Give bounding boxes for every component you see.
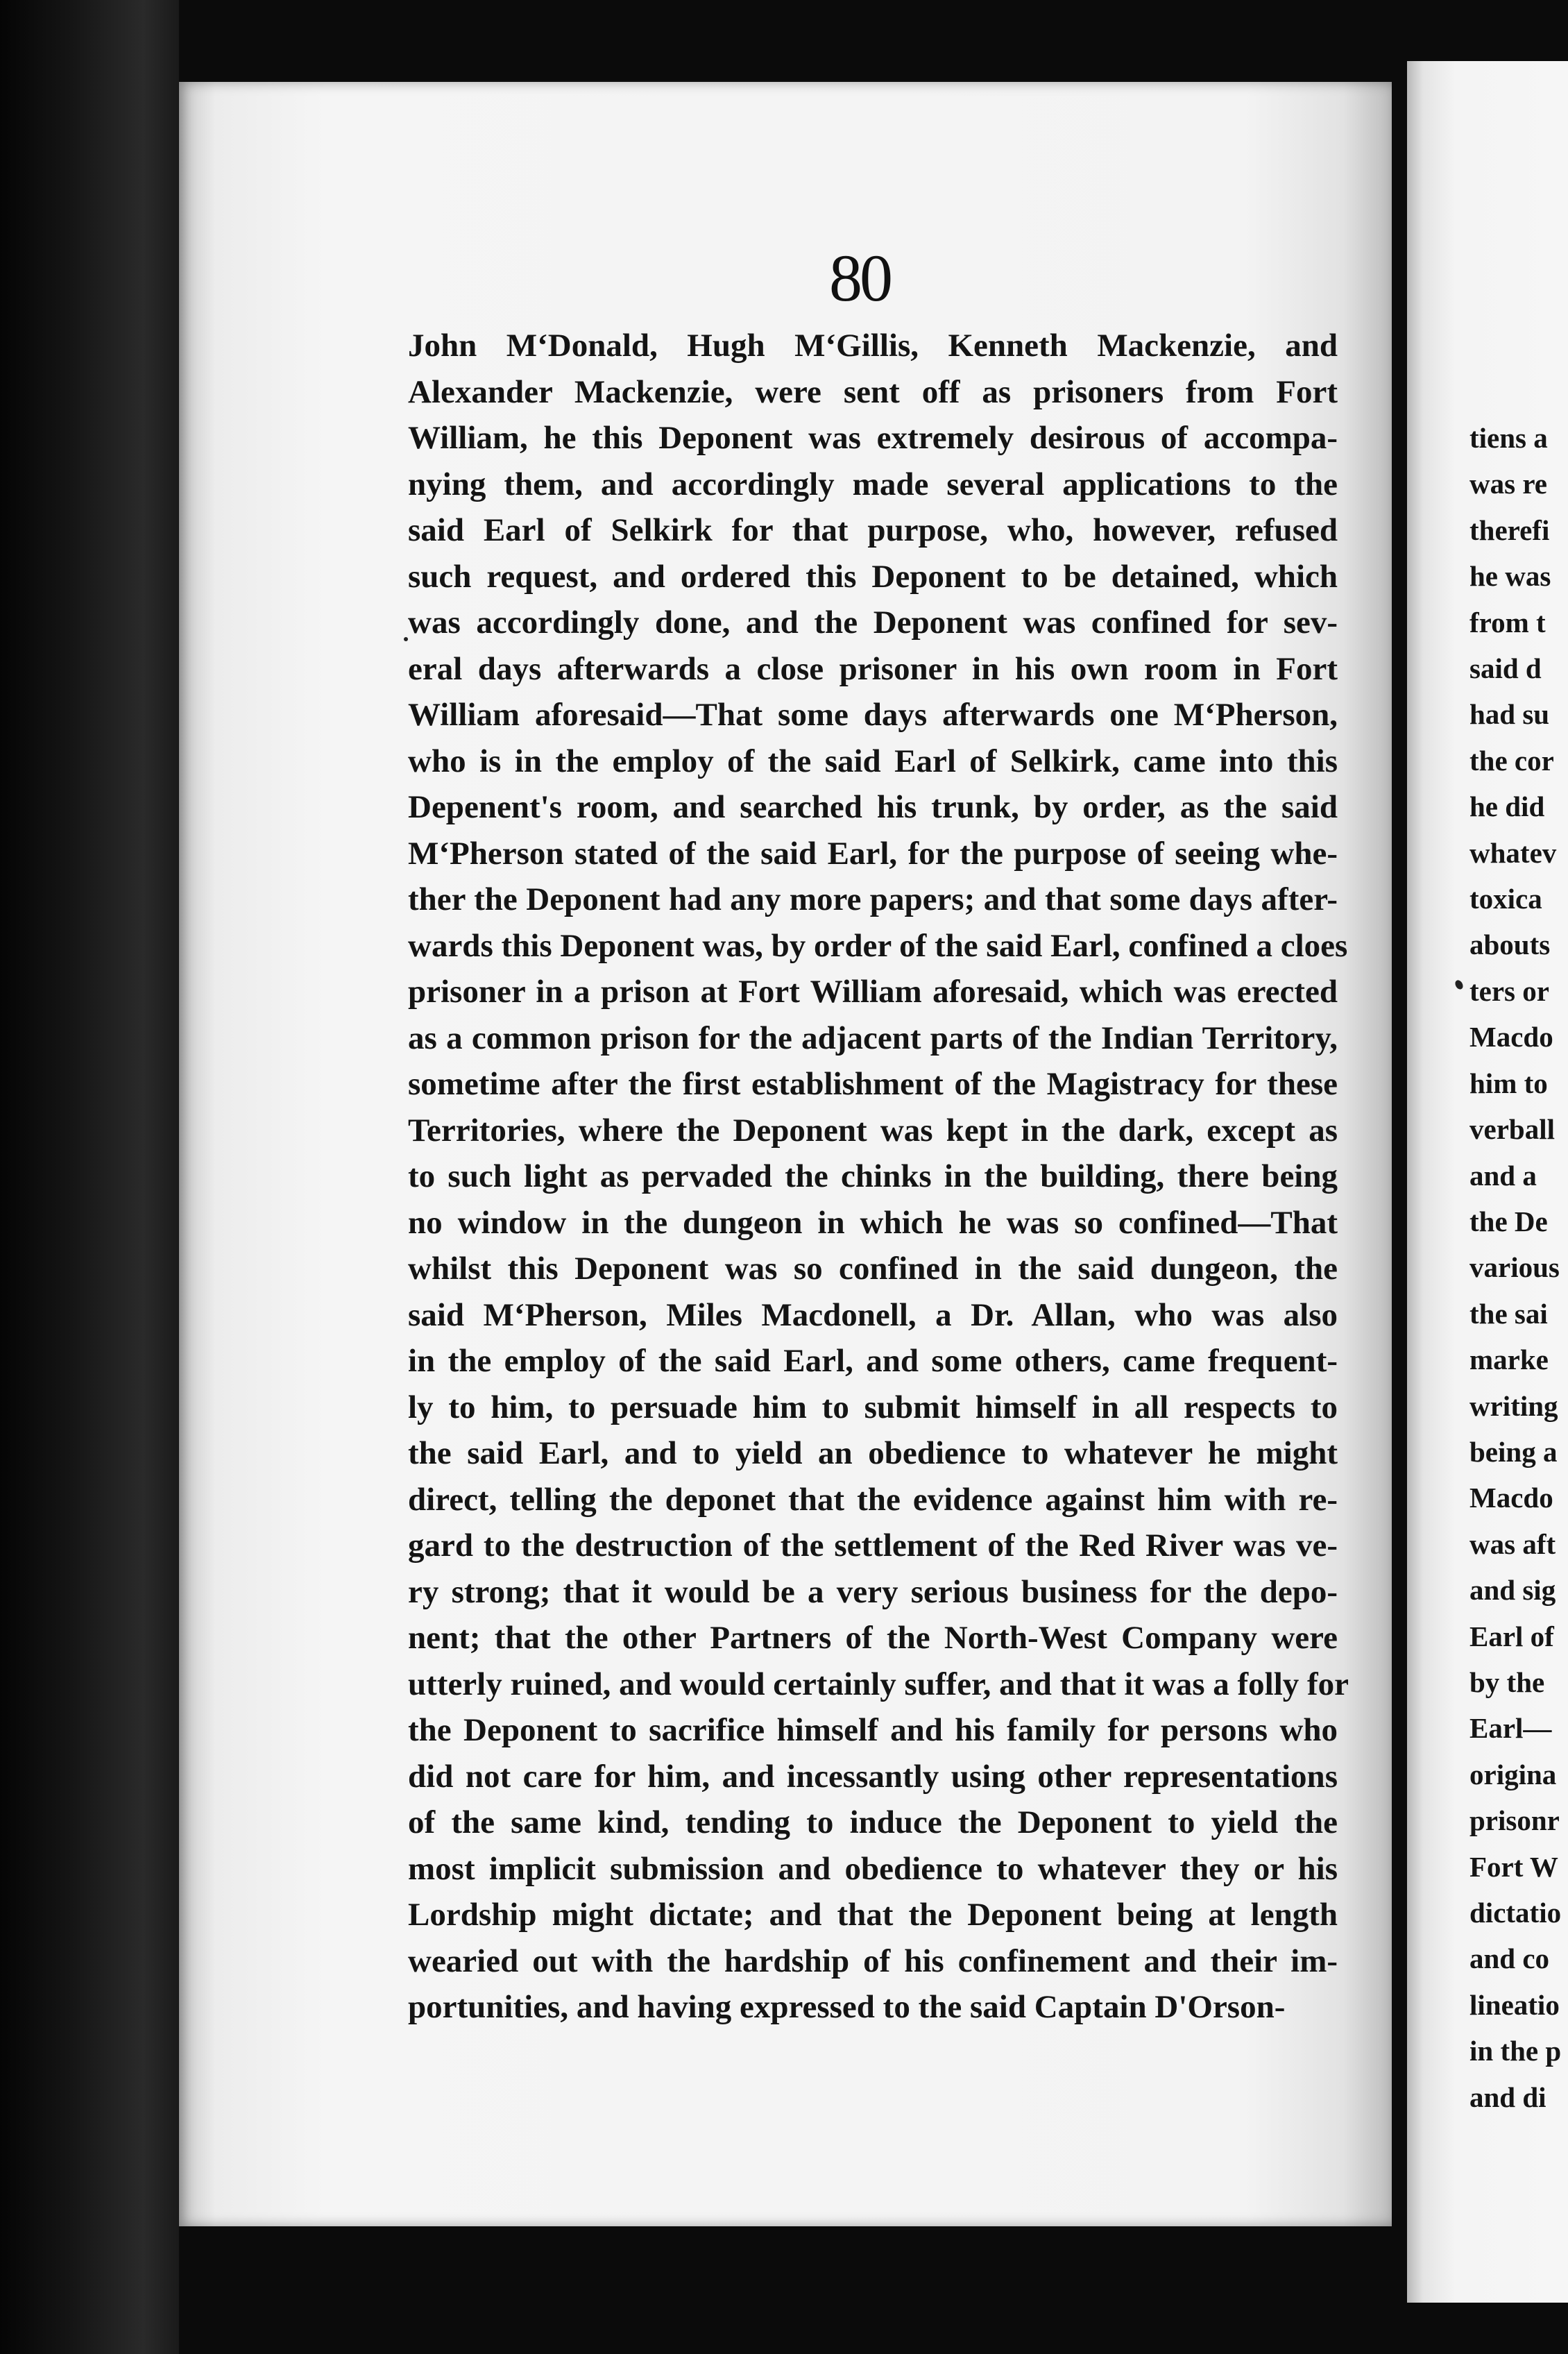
text-line: sometime after the first establishment of the Magistracy for these [408, 1066, 1338, 1102]
text-line: whilst this Deponent was so confined in the said dungeon, the [408, 1251, 1338, 1287]
facing-text-line: marke [1469, 1344, 1549, 1376]
text-line: as a common prison for the adjacent parts of the Indian Territory, [408, 1019, 1338, 1056]
text-line: Alexander Mackenzie, were sent off as prisoners from Fort [408, 373, 1338, 410]
facing-text-line: Earl— [1469, 1712, 1552, 1745]
facing-text-line: said d [1469, 652, 1542, 685]
facing-text-line: the cor [1469, 744, 1554, 777]
text-line: ly to him, to persuade him to submit himself in all respects to [408, 1389, 1338, 1425]
text-line: John M‘Donald, Hugh M‘Gillis, Kenneth Mackenzie, and [408, 328, 1338, 364]
facing-text-line: had su [1469, 698, 1550, 731]
facing-text-line: Fort W [1469, 1850, 1558, 1883]
facing-text-line: tiens a [1469, 422, 1548, 454]
facing-text-line: the sai [1469, 1297, 1548, 1330]
text-line: such request, and ordered this Deponent to be detained, which [408, 558, 1338, 595]
text-line: nying them, and accordingly made several applications to the [408, 466, 1338, 502]
text-line: the Deponent to sacrifice himself and his family for persons who [408, 1712, 1338, 1748]
binding-shadow [0, 0, 179, 2354]
text-line: gard to the destruction of the settlement of the Red River was ve- [408, 1527, 1338, 1564]
facing-text-line: Earl of [1469, 1620, 1554, 1652]
text-line: in the employ of the said Earl, and some others, came frequent- [408, 1343, 1338, 1379]
page-number: 80 [829, 241, 890, 315]
text-line: Territories, where the Deponent was kept in the dark, except as [408, 1112, 1338, 1149]
facing-text-line: he was [1469, 560, 1551, 593]
text-line: Lordship might dictate; and that the Deponent being at length [408, 1897, 1338, 1933]
facing-text-line: the De [1469, 1205, 1548, 1237]
facing-text-line: Macdo [1469, 1482, 1553, 1514]
text-line: of the same kind, tending to induce the Deponent to yield the [408, 1804, 1338, 1840]
text-line: wearied out with the hardship of his confinement and their im- [408, 1942, 1338, 1979]
facing-text-line: origina [1469, 1758, 1557, 1790]
text-line: prisoner in a prison at Fort William aforesaid, which was erected [408, 974, 1338, 1010]
text-line: M‘Pherson stated of the said Earl, for the purpose of seeing whe- [408, 835, 1338, 872]
facing-text-line: abouts [1469, 929, 1551, 961]
text-line: direct, telling the deponet that the evidence against him with re- [408, 1481, 1338, 1518]
text-line: Depenent's room, and searched his trunk, by order, as the said [408, 789, 1338, 825]
facing-text-line: and co [1469, 1942, 1550, 1975]
facing-text-line: writing [1469, 1389, 1558, 1422]
text-line: said Earl of Selkirk for that purpose, who, however, refused [408, 512, 1338, 548]
facing-text-line: and a [1469, 1159, 1537, 1192]
text-line: William, he this Deponent was extremely desirous of accompa- [408, 420, 1338, 456]
text-line: wards this Deponent was, by order of the said Earl, confined a cloes [408, 927, 1348, 964]
text-line: eral days afterwards a close prisoner in his own room in Fort [408, 650, 1338, 687]
text-line: most implicit submission and obedience to whatever they or his [408, 1850, 1338, 1887]
text-line: did not care for him, and incessantly using other representations [408, 1758, 1338, 1795]
facing-page [1407, 61, 1568, 2303]
facing-text-line: ters or [1469, 974, 1549, 1007]
facing-text-line: and di [1469, 2081, 1546, 2113]
facing-text-line: was re [1469, 468, 1547, 500]
facing-text-line: toxica [1469, 883, 1542, 915]
facing-page-text [1469, 415, 1561, 2120]
facing-text-line: therefi [1469, 514, 1550, 546]
text-line: portunities, and having expressed to the said Captain D'Orson- [408, 1989, 1286, 2025]
text-line: no window in the dungeon in which he was so confined—That [408, 1204, 1338, 1241]
page-speck [404, 637, 408, 641]
text-line: ther the Deponent had any more papers; and that some days after- [408, 881, 1338, 917]
facing-text-line: from t [1469, 606, 1546, 638]
text-line: said M‘Pherson, Miles Macdonell, a Dr. Allan, who was also [408, 1296, 1338, 1333]
text-line: William aforesaid—That some days afterwards one M‘Pherson, [408, 697, 1338, 733]
text-line: the said Earl, and to yield an obedience to whatever he might [408, 1435, 1338, 1471]
text-line: was accordingly done, and the Deponent was confined for sev- [408, 604, 1338, 641]
facing-text-line: and sig [1469, 1574, 1556, 1607]
text-line: who is in the employ of the said Earl of Selkirk, came into this [408, 743, 1338, 779]
facing-text-line: dictatio [1469, 1897, 1562, 1929]
facing-text-line: verball [1469, 1113, 1555, 1146]
facing-text-line: he did [1469, 790, 1545, 823]
facing-text-line: various [1469, 1251, 1560, 1284]
facing-text-line: lineatio [1469, 1988, 1560, 2021]
facing-text-line: Macdo [1469, 1021, 1553, 1053]
facing-text-line: by the [1469, 1666, 1545, 1698]
text-line: nent; that the other Partners of the North-West Company were [408, 1620, 1338, 1656]
text-line: ry strong; that it would be a very serious business for the depo- [408, 1573, 1338, 1610]
facing-text-line: was aft [1469, 1527, 1556, 1560]
body-text [408, 323, 1349, 2031]
facing-text-line: in the p [1469, 2035, 1562, 2067]
facing-text-line: being a [1469, 1435, 1558, 1468]
facing-text-line: him to [1469, 1067, 1548, 1099]
text-line: to such light as pervaded the chinks in the building, there being [408, 1158, 1338, 1194]
facing-text-line: whatev [1469, 836, 1557, 869]
facing-text-line: prisonr [1469, 1804, 1560, 1837]
text-line: utterly ruined, and would certainly suffer, and that it was a folly for [408, 1666, 1349, 1702]
